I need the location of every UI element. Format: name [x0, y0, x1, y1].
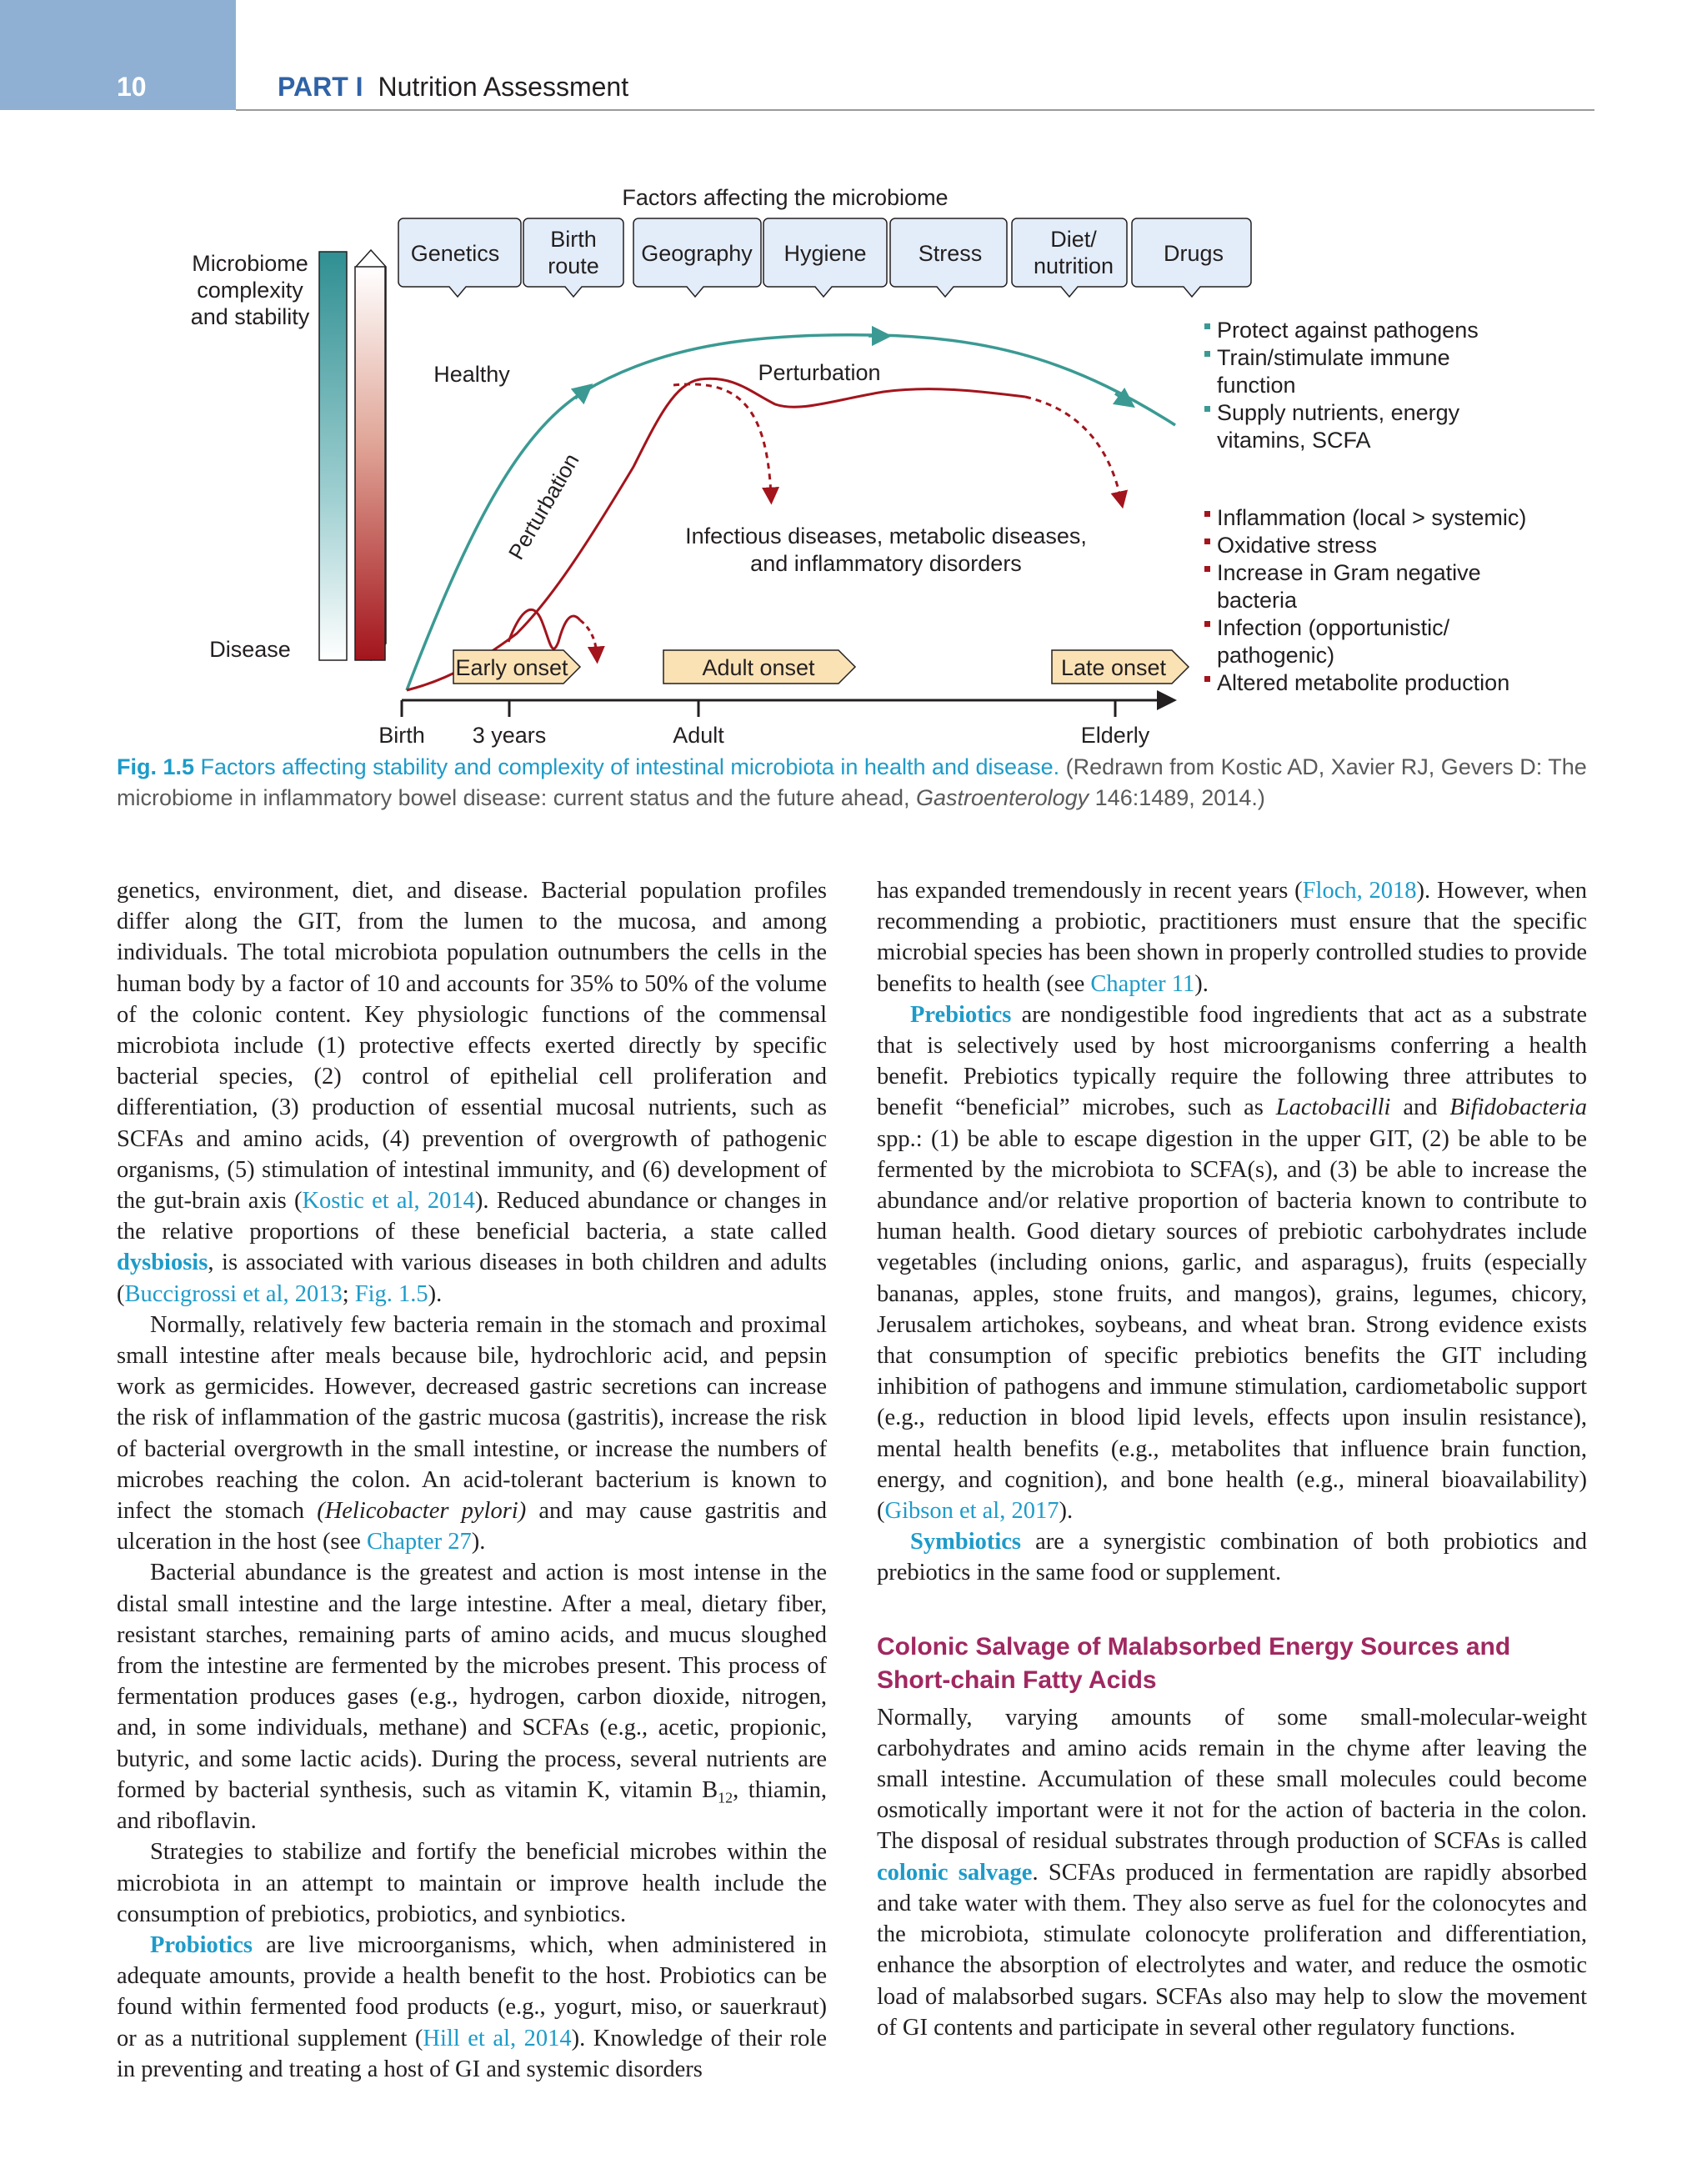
figure-source-end: 146:1489, 2014.) — [1094, 785, 1265, 810]
disease-dashed-arrow-2 — [1025, 397, 1121, 500]
body-column-right — [877, 875, 1587, 2043]
complexity-label: Microbiome complexity and stability — [190, 251, 310, 329]
onset-label: Adult onset — [702, 655, 815, 680]
onset-label: Late onset — [1060, 655, 1167, 680]
factor-genetics — [398, 218, 521, 297]
figure-caption-title: Factors affecting stability and complexity of intestinal microbiota in health and disease. — [200, 754, 1060, 779]
disease-label: Disease — [209, 637, 291, 662]
microbiome-figure — [0, 0, 1707, 750]
figure-title: Factors affecting the microbiome — [622, 185, 949, 210]
paragraph: genetics, environment, diet, and disease. Bacterial population profiles differ along the GIT, from the lumen to the mucosa, and among individuals. The total microbiota population outnumbers the cells in the human body by a factor of 10 and accounts for 35% to 50% of the volume of the colonic content. Key physiologic functions of the commensal microbiota include (1) protective effects exerted directly by specific bacterial species, (2) control of epithelial cell proliferation and differentiation, (3) production of essential mucosal nutrients, such as SCFAs and amino acids, (4) prevention of overgrowth of pathogenic organisms, (5) stimulation of intestinal immunity, and (6) development of the gut-brain axis (Kostic et al, 2014). Reduced abundance or changes in the relative proportions of these beneficial bacteria, a state called dysbiosis, is associated with various diseases in both children and adults (Buccigrossi et al, 2013; Fig. 1.5). — [117, 878, 828, 1307]
healthy-arrow-1 — [575, 390, 585, 398]
chapter-link[interactable]: Chapter 11 — [1090, 970, 1195, 997]
figure-label: Fig. 1.5 — [117, 754, 195, 779]
bullet-icon — [1204, 323, 1210, 329]
chapter-link[interactable]: Chapter 27 — [366, 1529, 472, 1555]
healthy-effect: Protect against pathogens — [1217, 318, 1479, 343]
key-term: Probiotics — [150, 1931, 253, 1958]
factor-label: Geography — [641, 241, 753, 266]
healthy-effect: Supply nutrients, energy vitamins, SCFA — [1217, 400, 1460, 453]
bullet-icon — [1204, 511, 1210, 517]
bullet-icon — [1204, 621, 1210, 627]
paragraph: Symbiotics are a synergistic combination of both probiotics and prebiotics in the same food or supplement. — [877, 1529, 1587, 1586]
perturbation-diagonal-label: Perturbation — [503, 448, 584, 564]
healthy-label: Healthy — [433, 362, 510, 387]
citation-link[interactable]: Gibson et al, 2017 — [884, 1498, 1059, 1525]
paragraph: Probiotics are live microorganisms, which, when administered in adequate amounts, provide a health benefit to the host. Probiotics can be found within fermented food products (e.g., yogurt, miso, or sauerkraut) or as a nutritional supplement (Hill et al, 2014). Knowledge of their role in preventing and treating a host of GI and systemic disorders — [117, 1931, 827, 2082]
factor-birth-route — [523, 218, 623, 297]
factor-label: Birth route — [548, 227, 599, 278]
paragraph: Bacterial abundance is the greatest and action is most intense in the distal small intestine and the large intestine. After a meal, dietary fiber, resistant starches, remaining parts of amino acids, and mucus sloughed from the intestine are fermented by the microbes present. This process of fermentation produces gases (e.g., hydrogen, carbon dioxide, nitrogen, and, in some individuals, methane) and SCFAs (e.g., acetic, propionic, butyric, and some lactic acids). During the process, several nutrients are formed by bacterial synthesis, such as vitamin K, vitamin $B_{12}$, thiamin, and riboflavin. — [117, 1560, 827, 1835]
figure-caption — [117, 752, 1592, 814]
healthy-effects-list — [1204, 318, 1479, 453]
key-term: Prebiotics — [910, 1001, 1012, 1028]
bullet-icon — [1204, 538, 1210, 544]
onset-adult — [663, 650, 855, 684]
factor-label: Diet/ nutrition — [1033, 227, 1114, 278]
factor-diet-nutrition — [1012, 218, 1127, 297]
healthy-effect: Train/stimulate immune function — [1217, 345, 1450, 398]
figure-link[interactable]: Fig. 1.5 — [354, 1280, 428, 1307]
section-heading: Colonic Salvage of Malabsorbed Energy Sources and Short-chain Fatty Acids — [877, 1632, 1511, 1694]
early-perturbation-wave — [508, 609, 580, 649]
healthy-trajectory — [407, 335, 1175, 690]
onset-label: Early onset — [455, 655, 568, 680]
key-term: dysbiosis — [117, 1250, 208, 1276]
factor-drugs — [1132, 218, 1251, 297]
section-title: Nutrition Assessment — [378, 72, 629, 102]
disease-effects-list — [1204, 505, 1526, 695]
disease-effect: Inflammation (local > systemic) — [1217, 505, 1527, 530]
citation-link[interactable]: Buccigrossi et al, 2013 — [124, 1280, 343, 1307]
disease-gradient-bar — [355, 267, 385, 660]
bullet-icon — [1204, 676, 1210, 682]
outcome-text: Infectious diseases, metabolic diseases, and inflammatory disorders — [685, 523, 1087, 576]
timeline-label: Birth — [378, 723, 425, 748]
disease-effect: Increase in Gram negative bacteria — [1217, 560, 1481, 613]
paragraph: has expanded tremendously in recent years (Floch, 2018). However, when recommending a probiotic, practitioners must ensure that the specific microbial species has been shown in properly controlled studies to provide benefits to health (see Chapter 11). — [877, 878, 1587, 997]
journal-name: Gastroenterology — [916, 785, 1089, 810]
paragraph: Normally, relatively few bacteria remain in the stomach and proximal small intestine after meals because bile, hydrochloric acid, and pepsin work as germicides. However, decreased gastric secretions can increase the risk of inflammation of the gastric mucosa (gastritis), increase the risk of bacterial overgrowth in the small intestine, or increase the numbers of microbes reaching the colon. An acid-tolerant bacterium is known to infect the stomach (Helicobacter pylori) and may cause gastritis and ulceration in the host (see Chapter 27). — [117, 1311, 827, 1555]
factor-label: Hygiene — [783, 241, 867, 266]
page-number: 10 — [117, 72, 147, 102]
factor-hygiene — [763, 218, 887, 297]
factor-geography — [633, 218, 761, 297]
key-term: colonic salvage — [877, 1859, 1033, 1886]
onset-early — [453, 650, 580, 684]
factor-label: Stress — [918, 241, 983, 266]
key-term: Symbiotics — [910, 1529, 1022, 1555]
disease-effect: Altered metabolite production — [1217, 670, 1510, 695]
citation-link[interactable]: Kostic et al, 2014 — [302, 1188, 475, 1215]
complexity-gradient-bar — [319, 252, 347, 660]
body-column-left — [117, 875, 827, 2085]
disease-effect: Oxidative stress — [1217, 533, 1378, 558]
onset-late — [1052, 650, 1189, 684]
perturbation-top-label: Perturbation — [758, 360, 881, 385]
timeline-label: Elderly — [1080, 723, 1150, 748]
timeline-label: 3 years — [472, 723, 547, 748]
paragraph: Normally, varying amounts of some small-molecular-weight carbohydrates and amino acids remain in the chyme after leaving the small intestine. Accumulation of these small molecules could become osmotically important were it not for the action of bacteria in the colon. The disposal of residual substrates through production of SCFAs is called colonic salvage. SCFAs produced in fermentation are rapidly absorbed and take water with them. They also serve as fuel for the colonocytes and the microbiota, stimulate colonocyte proliferation and differentiation, enhance the absorption of electrolytes and water, and reduce the osmotic load of malabsorbed sugars. SCFAs also may help to slow the movement of GI contents and participate in several other regulatory functions. — [877, 1704, 1587, 2041]
disease-effect: Infection (opportunistic/ pathogenic) — [1217, 615, 1450, 668]
factor-label: Drugs — [1163, 241, 1224, 266]
early-dashed-arrow — [580, 620, 597, 655]
paragraph: Strategies to stabilize and fortify the beneficial microbes within the microbiota in an attempt to maintain or improve health include the consumption of prebiotics, probiotics, and synbiotics. — [117, 1839, 827, 1927]
disease-dashed-arrow-1 — [673, 384, 771, 496]
citation-link[interactable]: Hill et al, 2014 — [423, 2025, 572, 2051]
bullet-icon — [1204, 566, 1210, 572]
citation-link[interactable]: Floch, 2018 — [1302, 878, 1417, 904]
bullet-icon — [1204, 406, 1210, 412]
bullet-icon — [1204, 351, 1210, 357]
timeline-label: Adult — [673, 723, 724, 748]
figure-source: (Redrawn from Kostic AD, Xavier RJ, Gevers D: The microbiome in inflammatory bowel disease: current status and the future ahead, — [117, 754, 1587, 810]
factor-label: Genetics — [410, 241, 500, 266]
paragraph: Prebiotics are nondigestible food ingredients that act as a substrate that is selectively used by host microorganisms conferring a health benefit. Prebiotics typically require the following three attributes to benefit “beneficial” microbes, such as Lactobacilli and Bifidobacteria spp.: (1) be able to escape digestion in the upper GIT, (2) be able to be fermented by the microbiota to SCFA(s), and (3) be able to increase the abundance and/or relative proportion of bacteria known to contribute to human health. Good dietary sources of prebiotic carbohydrates include vegetables (including onions, garlic, and asparagus), fruits (especially bananas, apples, stone fruits, and mangos), grains, legumes, chicory, Jerusalem artichokes, soybeans, and wheat bran. Strong evidence exists that consumption of specific prebiotics benefits the GIT including inhibition of pathogens and immune stimulation, cardiometabolic support (e.g., reduction in blood lipid levels, effects upon insulin resistance), mental health benefits (e.g., metabolites that influence brain function, energy, and cognition), and bone health (e.g., mineral bioavailability) (Gibson et al, 2017). — [877, 1001, 1588, 1525]
factor-stress — [890, 218, 1007, 297]
part-label: PART I — [278, 72, 363, 102]
